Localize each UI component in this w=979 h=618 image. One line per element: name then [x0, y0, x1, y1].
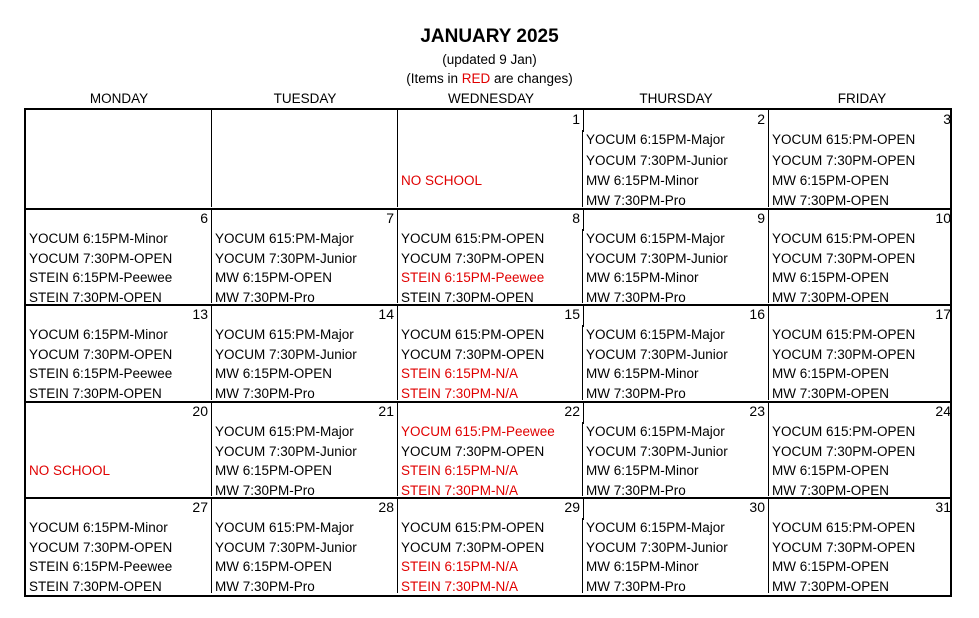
schedule-entry: MW 6:15PM-Minor	[586, 270, 699, 285]
schedule-entry: YOCUM 7:30PM-OPEN	[29, 251, 173, 266]
column-divider	[582, 130, 583, 207]
schedule-entry: YOCUM 615:PM-OPEN	[772, 231, 916, 246]
schedule-entry: MW 6:15PM-OPEN	[215, 463, 333, 478]
day-cell	[769, 209, 955, 305]
date-number: 17	[935, 306, 951, 322]
calendar-grid	[24, 108, 952, 597]
date-number: 28	[378, 499, 394, 515]
column-divider	[768, 130, 769, 207]
schedule-entry: MW 6:15PM-OPEN	[215, 366, 333, 381]
schedule-entry: STEIN 6:15PM-Peewee	[401, 270, 545, 285]
day-cell	[212, 402, 398, 498]
column-divider	[768, 229, 769, 303]
schedule-entry: STEIN 7:30PM-N/A	[401, 579, 519, 594]
schedule-entry: MW 7:30PM-OPEN	[772, 193, 890, 208]
schedule-entry: YOCUM 615:PM-Major	[215, 520, 354, 535]
schedule-entry: MW 6:15PM-OPEN	[772, 463, 890, 478]
schedule-entry: YOCUM 615:PM-OPEN	[772, 327, 916, 342]
schedule-entry: YOCUM 615:PM-Major	[215, 231, 354, 246]
schedule-entry: MW 6:15PM-Minor	[586, 366, 699, 381]
date-number: 21	[378, 403, 394, 419]
schedule-entry: YOCUM 7:30PM-Junior	[215, 251, 357, 266]
schedule-entry: MW 7:30PM-OPEN	[772, 290, 890, 305]
day-cell	[26, 209, 212, 305]
column-divider	[211, 325, 212, 400]
schedule-entry: YOCUM 6:15PM-Minor	[29, 231, 168, 246]
schedule-entry: MW 7:30PM-Pro	[215, 483, 315, 498]
page-title: JANUARY 2025	[420, 26, 559, 47]
schedule-entry: STEIN 6:15PM-Peewee	[29, 559, 173, 574]
schedule-entry: YOCUM 7:30PM-Junior	[586, 347, 728, 362]
schedule-entry: MW 6:15PM-OPEN	[215, 559, 333, 574]
schedule-entry: YOCUM 7:30PM-OPEN	[401, 444, 545, 459]
column-divider	[211, 518, 212, 593]
day-cell	[398, 305, 584, 402]
day-cell	[583, 305, 769, 402]
schedule-entry: NO SCHOOL	[29, 463, 111, 478]
column-divider	[397, 518, 398, 593]
schedule-entry: STEIN 7:30PM-N/A	[401, 386, 519, 401]
day-cell	[26, 402, 212, 498]
schedule-entry: MW 6:15PM-OPEN	[215, 270, 333, 285]
date-number: 10	[935, 210, 951, 226]
day-cell	[583, 110, 769, 209]
date-number: 20	[192, 403, 208, 419]
schedule-entry: YOCUM 7:30PM-Junior	[215, 444, 357, 459]
schedule-entry: MW 7:30PM-OPEN	[772, 483, 890, 498]
schedule-entry: MW 6:15PM-Minor	[586, 463, 699, 478]
date-number: 6	[200, 210, 208, 226]
schedule-entry: MW 6:15PM-OPEN	[772, 366, 890, 381]
schedule-entry: YOCUM 615:PM-Peewee	[401, 424, 555, 439]
date-number: 1	[572, 111, 580, 127]
schedule-entry: YOCUM 7:30PM-Junior	[586, 153, 728, 168]
legend-suffix: are changes)	[490, 71, 573, 86]
schedule-entry: YOCUM 7:30PM-Junior	[586, 444, 728, 459]
column-divider	[768, 422, 769, 496]
column-divider	[397, 229, 398, 303]
date-number: 9	[757, 210, 765, 226]
day-cell	[583, 209, 769, 305]
schedule-entry: MW 7:30PM-Pro	[586, 386, 686, 401]
date-number: 27	[192, 499, 208, 515]
date-number: 3	[943, 111, 951, 127]
date-number: 14	[378, 306, 394, 322]
date-number: 31	[935, 499, 951, 515]
schedule-entry: MW 7:30PM-Pro	[586, 290, 686, 305]
schedule-entry: YOCUM 7:30PM-OPEN	[401, 540, 545, 555]
schedule-entry: MW 6:15PM-Minor	[586, 173, 699, 188]
schedule-entry: YOCUM 6:15PM-Major	[586, 424, 725, 439]
column-divider	[582, 229, 583, 303]
column-divider	[211, 229, 212, 303]
schedule-entry: YOCUM 7:30PM-OPEN	[772, 251, 916, 266]
schedule-entry: MW 7:30PM-Pro	[586, 579, 686, 594]
day-cell	[583, 402, 769, 498]
day-cell	[212, 305, 398, 402]
date-number: 2	[757, 111, 765, 127]
date-number: 30	[749, 499, 765, 515]
date-number: 8	[572, 210, 580, 226]
schedule-entry: YOCUM 7:30PM-Junior	[586, 251, 728, 266]
column-divider	[397, 422, 398, 496]
weekday-header-thursday: THURSDAY	[639, 91, 713, 106]
schedule-entry: MW 7:30PM-Pro	[586, 483, 686, 498]
schedule-entry: YOCUM 7:30PM-OPEN	[772, 347, 916, 362]
schedule-entry: YOCUM 7:30PM-OPEN	[29, 347, 173, 362]
schedule-entry: YOCUM 6:15PM-Major	[586, 520, 725, 535]
day-cell	[212, 209, 398, 305]
schedule-entry: YOCUM 6:15PM-Minor	[29, 327, 168, 342]
schedule-entry: STEIN 7:30PM-OPEN	[29, 386, 162, 401]
column-divider	[768, 518, 769, 593]
column-divider	[582, 325, 583, 400]
schedule-entry: YOCUM 615:PM-OPEN	[772, 424, 916, 439]
day-cell	[398, 498, 584, 595]
day-cell	[398, 110, 584, 209]
schedule-entry: MW 6:15PM-OPEN	[772, 173, 890, 188]
day-cell	[769, 498, 955, 595]
schedule-entry: STEIN 6:15PM-N/A	[401, 463, 519, 478]
schedule-entry: YOCUM 6:15PM-Major	[586, 231, 725, 246]
schedule-entry: STEIN 6:15PM-N/A	[401, 559, 519, 574]
legend-red-word: RED	[461, 71, 491, 86]
column-divider	[768, 325, 769, 400]
schedule-entry: YOCUM 7:30PM-Junior	[215, 540, 357, 555]
schedule-entry: STEIN 7:30PM-N/A	[401, 483, 519, 498]
updated-note: (updated 9 Jan)	[442, 52, 537, 67]
day-cell	[26, 498, 212, 595]
schedule-entry: MW 7:30PM-Pro	[586, 193, 686, 208]
date-number: 16	[749, 306, 765, 322]
schedule-entry: YOCUM 615:PM-OPEN	[401, 520, 545, 535]
date-number: 7	[386, 210, 394, 226]
schedule-entry: STEIN 7:30PM-OPEN	[29, 290, 162, 305]
schedule-entry: YOCUM 7:30PM-OPEN	[772, 540, 916, 555]
date-number: 24	[935, 403, 951, 419]
date-number: 29	[564, 499, 580, 515]
date-number: 22	[564, 403, 580, 419]
weekday-header-friday: FRIDAY	[837, 91, 887, 106]
day-cell	[398, 209, 584, 305]
day-cell	[212, 110, 398, 209]
column-divider	[582, 518, 583, 593]
weekday-header-monday: MONDAY	[89, 91, 149, 106]
schedule-entry: STEIN 6:15PM-N/A	[401, 366, 519, 381]
column-divider	[211, 422, 212, 496]
schedule-entry: NO SCHOOL	[401, 173, 483, 188]
schedule-entry: MW 7:30PM-Pro	[215, 579, 315, 594]
date-number: 23	[749, 403, 765, 419]
schedule-entry: YOCUM 615:PM-OPEN	[772, 132, 916, 147]
column-divider	[397, 325, 398, 400]
schedule-entry: YOCUM 615:PM-OPEN	[401, 231, 545, 246]
schedule-entry: STEIN 6:15PM-Peewee	[29, 270, 173, 285]
schedule-entry: MW 7:30PM-Pro	[215, 386, 315, 401]
schedule-entry: YOCUM 7:30PM-OPEN	[29, 540, 173, 555]
schedule-entry: YOCUM 7:30PM-Junior	[215, 347, 357, 362]
day-cell	[26, 110, 212, 209]
schedule-entry: MW 7:30PM-OPEN	[772, 579, 890, 594]
weekday-header-wednesday: WEDNESDAY	[447, 91, 534, 106]
schedule-entry: YOCUM 6:15PM-Major	[586, 132, 725, 147]
schedule-entry: MW 6:15PM-OPEN	[772, 559, 890, 574]
schedule-entry: YOCUM 615:PM-OPEN	[401, 327, 545, 342]
schedule-entry: STEIN 6:15PM-Peewee	[29, 366, 173, 381]
column-divider	[397, 130, 398, 207]
schedule-entry: MW 6:15PM-OPEN	[772, 270, 890, 285]
day-cell	[212, 498, 398, 595]
day-cell	[769, 402, 955, 498]
schedule-entry: STEIN 7:30PM-OPEN	[29, 579, 162, 594]
day-cell	[26, 305, 212, 402]
date-number: 15	[564, 306, 580, 322]
legend-prefix: (Items in	[406, 71, 462, 86]
day-cell	[769, 305, 955, 402]
schedule-entry: YOCUM 7:30PM-OPEN	[401, 251, 545, 266]
weekday-header-tuesday: TUESDAY	[273, 91, 337, 106]
schedule-entry: YOCUM 615:PM-OPEN	[772, 520, 916, 535]
changes-legend	[0, 71, 979, 86]
schedule-entry: MW 6:15PM-Minor	[586, 559, 699, 574]
day-cell	[398, 402, 584, 498]
schedule-entry: YOCUM 7:30PM-OPEN	[401, 347, 545, 362]
day-cell	[583, 498, 769, 595]
schedule-entry: YOCUM 615:PM-Major	[215, 327, 354, 342]
day-cell	[769, 110, 955, 209]
schedule-entry: YOCUM 7:30PM-OPEN	[772, 153, 916, 168]
schedule-entry: STEIN 7:30PM-OPEN	[401, 290, 534, 305]
date-number: 13	[192, 306, 208, 322]
schedule-entry: YOCUM 7:30PM-Junior	[586, 540, 728, 555]
schedule-entry: YOCUM 6:15PM-Minor	[29, 520, 168, 535]
schedule-entry: YOCUM 615:PM-Major	[215, 424, 354, 439]
schedule-entry: MW 7:30PM-Pro	[215, 290, 315, 305]
schedule-entry: MW 7:30PM-OPEN	[772, 386, 890, 401]
schedule-entry: YOCUM 6:15PM-Major	[586, 327, 725, 342]
schedule-entry: YOCUM 7:30PM-OPEN	[772, 444, 916, 459]
column-divider	[211, 130, 212, 207]
column-divider	[582, 422, 583, 496]
